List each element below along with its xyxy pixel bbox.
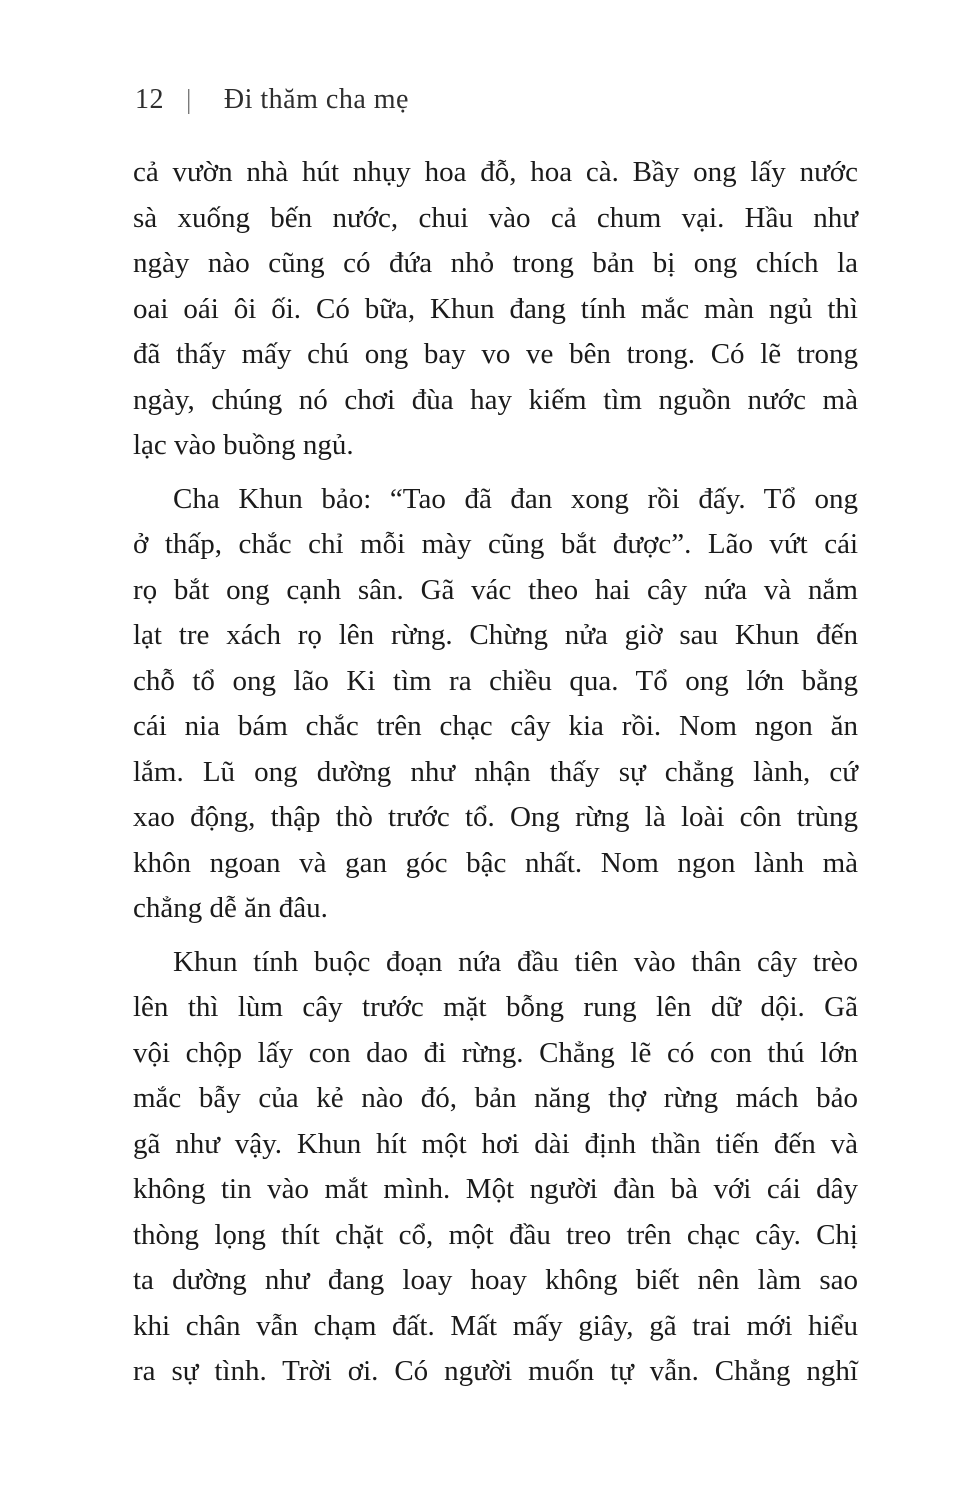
- text-line: lắm. Lũ ong dường như nhận thấy sự chẳng lành, cứ: [133, 755, 858, 788]
- text-line: rọ bắt ong cạnh sân. Gã vác theo hai cây nứa và nắm: [133, 573, 858, 606]
- text-line: xao động, thập thò trước tổ. Ong rừng là loài côn trùng: [133, 801, 858, 833]
- text-line: cả vườn nhà hút nhụy hoa đỗ, hoa cà. Bầy ong lấy nước: [133, 156, 858, 188]
- text-line: lạt tre xách rọ lên rừng. Chừng nửa giờ sau Khun đến: [133, 619, 858, 651]
- paragraph: [133, 150, 858, 469]
- text-line: ngày nào cũng có đứa nhỏ trong bản bị ong chích la: [133, 247, 858, 279]
- text-line: ngày, chúng nó chơi đùa hay kiếm tìm nguồn nước mà: [133, 383, 858, 416]
- text-line: Khun tính buộc đoạn nứa đầu tiên vào thân cây trèo: [173, 945, 858, 978]
- text-line: vội chộp lấy con dao đi rừng. Chẳng lẽ có con thú lớn: [133, 1036, 858, 1069]
- text-line: khôn ngoan và gan góc bậc nhất. Nom ngon lành mà: [133, 846, 858, 879]
- text-line: chỗ tổ ong lão Ki tìm ra chiều qua. Tổ ong lớn bằng: [133, 664, 858, 697]
- text-line: ra sự tình. Trời ơi. Có người muốn tự vẫn. Chẳng nghĩ: [133, 1355, 858, 1387]
- text-line: oai oái ôi ối. Có bữa, Khun đang tính mắc màn ngủ thì: [133, 292, 858, 325]
- text-line: thòng lọng thít chặt cổ, một đầu treo trên chạc cây. Chị: [133, 1218, 858, 1251]
- page-header: [135, 82, 409, 117]
- page-body: [133, 150, 858, 1395]
- running-title: Đi thăm cha mẹ: [223, 84, 409, 115]
- text-line: ở thấp, chắc chỉ mỗi mày cũng bắt được”. Lão vứt cái: [133, 528, 858, 560]
- text-line: Cha Khun bảo: “Tao đã đan xong rồi đấy. Tổ ong: [173, 482, 858, 515]
- text-line: mắc bẫy của kẻ nào đó, bản năng thợ rừng mách bảo: [133, 1082, 858, 1114]
- text-line: không tin vào mắt mình. Một người đàn bà với cái dây: [133, 1173, 858, 1205]
- paragraph: [133, 940, 858, 1395]
- text-line: chẳng dễ ăn đâu.: [133, 892, 328, 924]
- text-line: đã thấy mấy chú ong bay vo ve bên trong. Có lẽ trong: [133, 338, 858, 370]
- page-number: 12: [135, 84, 164, 115]
- text-line: gã như vậy. Khun hít một hơi dài định thần tiến đến và: [133, 1127, 858, 1160]
- text-line: lên thì lùm cây trước mặt bỗng rung lên dữ dội. Gã: [133, 991, 858, 1023]
- text-line: ta dường như đang loay hoay không biết nên làm sao: [133, 1264, 858, 1296]
- paragraph: [133, 477, 858, 932]
- text-line: sà xuống bến nước, chui vào cả chum vại. Hầu như: [133, 201, 858, 234]
- text-line: lạc vào buồng ngủ.: [133, 429, 354, 461]
- text-line: khi chân vẫn chạm đất. Mất mấy giây, gã trai mới hiểu: [133, 1309, 858, 1342]
- header-separator: |: [186, 84, 192, 114]
- text-line: cái nia bám chắc trên chạc cây kia rồi. Nom ngon ăn: [133, 710, 858, 742]
